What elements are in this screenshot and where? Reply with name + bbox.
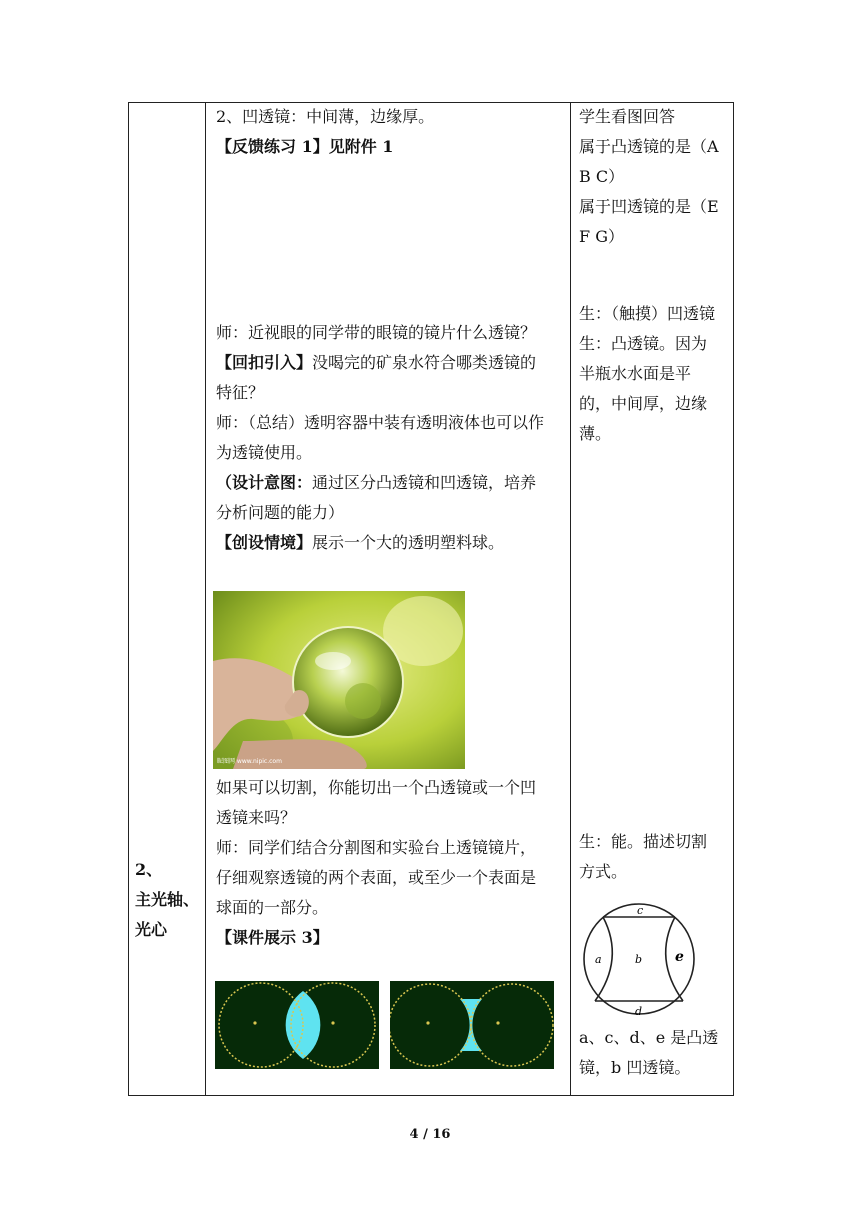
design-intent-cont: 分析问题的能力） — [216, 503, 345, 522]
sphere-cut-diagram — [581, 901, 699, 1019]
feedback-exercise: 【反馈练习 1】见附件 1 — [216, 137, 394, 156]
summary-line-2: 为透镜使用。 — [216, 443, 313, 462]
student-answer-3: B C） — [579, 167, 625, 186]
scene-setup: 【创设情境】展示一个大的透明塑料球。 — [216, 533, 505, 552]
label-d: d — [635, 1005, 643, 1018]
student-answer-14: 镜，b 凹透镜。 — [579, 1058, 691, 1077]
summary-line-1: 师：（总结）透明容器中装有透明液体也可以作 — [216, 413, 545, 432]
teacher-question: 师：近视眼的同学带的眼镜的镜片什么透镜？ — [216, 323, 537, 342]
photo-watermark: 昵图网 www.nipic.com — [217, 758, 282, 765]
student-column — [579, 102, 731, 252]
lesson-table — [128, 102, 734, 1096]
column-divider-1 — [205, 103, 206, 1095]
topic-line-2: 光心 — [135, 920, 168, 939]
student-answer-5: F G） — [579, 227, 624, 246]
student-column-4 — [579, 1023, 731, 1083]
observe-line-1: 师：同学们结合分割图和实验台上透镜镜片， — [216, 838, 537, 857]
cut-question-1: 如果可以切割，你能切出一个凸透镜或一个凹 — [216, 778, 537, 797]
column-divider-2 — [570, 103, 571, 1095]
student-answer-2: 属于凸透镜的是（A — [579, 137, 719, 156]
recall-intro: 【回扣引入】没喝完的矿泉水符合哪类透镜的 — [216, 353, 537, 372]
page-number: 4 / 16 — [409, 1127, 451, 1142]
teacher-column-2 — [216, 318, 568, 558]
topic-line-1: 主光轴、 — [135, 890, 200, 909]
recall-intro-cont: 特征？ — [216, 383, 265, 402]
student-answer-13: a、c、d、e 是凸透 — [579, 1028, 719, 1047]
topic-number: 2、 — [135, 860, 163, 879]
student-answer-12: 方式。 — [579, 862, 628, 881]
label-a: a — [595, 953, 602, 966]
design-intent: （设计意图：通过区分凸透镜和凹透镜，培养 — [216, 473, 537, 492]
student-answer-11: 生：能。描述切割 — [579, 832, 708, 851]
concave-definition: 2、凹透镜：中间薄，边缘厚。 — [216, 107, 435, 126]
convex-lens-diagram — [215, 981, 379, 1069]
teacher-column — [216, 102, 568, 162]
student-answer-8: 半瓶水水面是平 — [579, 364, 692, 383]
topic-column — [135, 855, 201, 945]
student-answer-6: 生：（触摸）凹透镜 — [579, 304, 716, 323]
student-column-3 — [579, 827, 731, 887]
crystal-ball-photo — [213, 591, 465, 769]
cut-question-2: 透镜来吗？ — [216, 808, 297, 827]
teacher-column-3 — [216, 773, 568, 953]
observe-line-2: 仔细观察透镜的两个表面，或至少一个表面是 — [216, 868, 537, 887]
student-answer-9: 的，中间厚，边缘 — [579, 394, 708, 413]
student-answer-1: 学生看图回答 — [579, 107, 676, 126]
student-answer-10: 薄。 — [579, 424, 612, 443]
concave-lens-diagram — [390, 981, 554, 1069]
courseware-show-3: 【课件展示 3】 — [216, 928, 329, 947]
label-b: b — [635, 953, 643, 966]
student-column-2 — [579, 299, 731, 449]
label-e: e — [675, 949, 684, 965]
label-c: c — [637, 904, 644, 917]
observe-line-3: 球面的一部分。 — [216, 898, 329, 917]
student-answer-4: 属于凹透镜的是（E — [579, 197, 719, 216]
student-answer-7: 生：凸透镜。因为 — [579, 334, 708, 353]
